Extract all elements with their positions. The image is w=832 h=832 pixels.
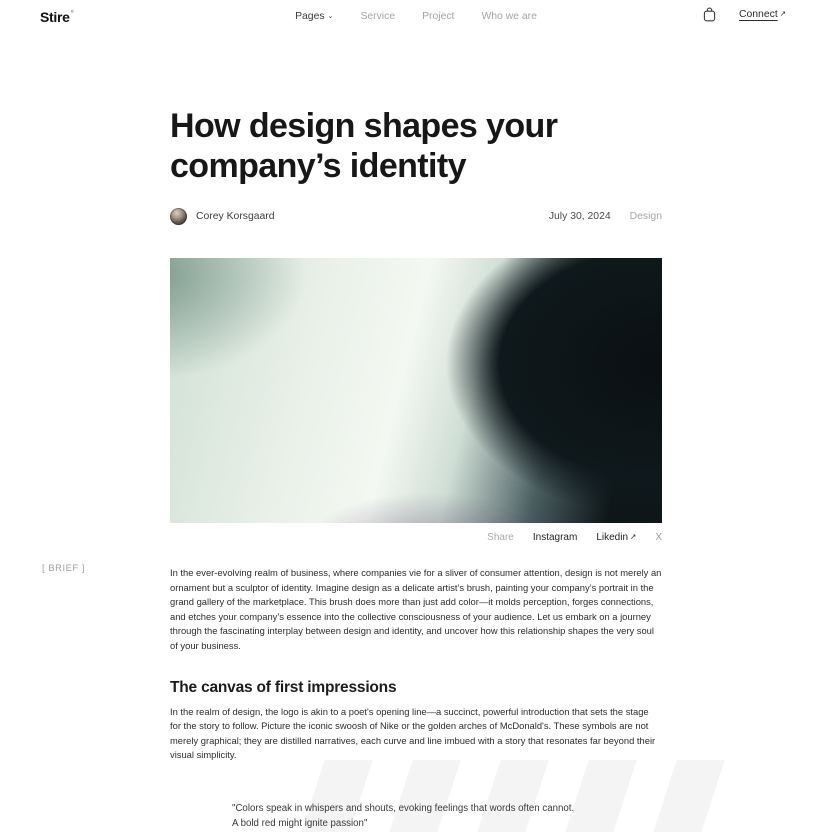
share-link-label: X	[655, 532, 662, 543]
post-date: July 30, 2024	[548, 211, 611, 222]
logo-mark: °	[70, 9, 74, 18]
logo[interactable]	[40, 9, 74, 25]
chevron-down-icon: ⌄	[327, 13, 334, 20]
main-nav	[295, 11, 537, 22]
share-label: Share	[487, 532, 514, 543]
avatar	[170, 208, 187, 225]
nav-item-pages[interactable]	[295, 11, 333, 22]
hero-image	[170, 258, 662, 523]
logo-text: Stire	[40, 9, 70, 25]
nav-item-label: Service	[360, 11, 396, 22]
nav-item-who-we-are[interactable]	[481, 11, 536, 22]
share-link-label: Likedin	[596, 532, 629, 543]
section-heading: The canvas of first impressions	[170, 678, 397, 696]
pull-quote-line2: A bold red might ignite passion"	[232, 817, 368, 829]
meta-right	[549, 211, 662, 222]
intro-paragraph: In the ever-evolving realm of business, where companies vie for a sliver of consumer attention, design is not merely an ornament but a sculptor of identity. Imagine design as a delicate artist’s brush, painting your company’s portrait in the grand gallery of the marketplace. This brush does more than just add color—it molds perception, forges connections, and etches your company’s essence into the collective consciousness of your audience. Let us embark on a journey through the fascinating interplay between design and identity, and uncover how this relationship shapes the very soul of your business.	[170, 567, 662, 651]
header-right	[703, 7, 786, 22]
share-linkedin-link[interactable]	[596, 532, 636, 543]
share-row	[170, 532, 662, 543]
grain-overlay	[170, 258, 662, 523]
connect-button[interactable]	[739, 9, 786, 20]
nav-item-label: Project	[422, 11, 455, 22]
connect-label: Connect	[739, 9, 778, 20]
arrow-upright-icon: ↗	[630, 532, 637, 541]
section-paragraph: In the realm of design, the logo is akin to a poet's opening line—a succinct, powerful introduction that sets the stage for the story to follow. Picture the iconic swoosh of Nike or the golden arches of McDonald's. These symbols are not merely graphical; they are distilled narratives, each curve and line imbued with a story that resonates far beyond their visual simplicity.	[170, 705, 656, 761]
bag-icon[interactable]	[703, 7, 716, 22]
brief-label: [ BRIEF ]	[42, 563, 86, 573]
nav-item-label: Pages	[295, 11, 325, 22]
nav-item-service[interactable]	[360, 11, 395, 22]
pull-quote	[170, 801, 662, 831]
share-link-label: Instagram	[532, 532, 578, 543]
site-header	[0, 0, 832, 34]
page-title: How design shapes your company’s identity	[170, 107, 558, 185]
nav-item-project[interactable]	[422, 11, 454, 22]
category-tag[interactable]: Design	[629, 211, 662, 222]
arrow-upright-icon: ↗	[779, 9, 786, 18]
author-name: Corey Korsgaard	[196, 211, 275, 222]
share-instagram-link[interactable]	[533, 532, 577, 543]
share-x-link[interactable]	[655, 532, 662, 543]
nav-item-label: Who we are	[481, 11, 537, 22]
pull-quote-line1: "Colors speak in whispers and shouts, evoking feelings that words often cannot.	[232, 802, 575, 814]
article-meta-row	[170, 208, 662, 225]
